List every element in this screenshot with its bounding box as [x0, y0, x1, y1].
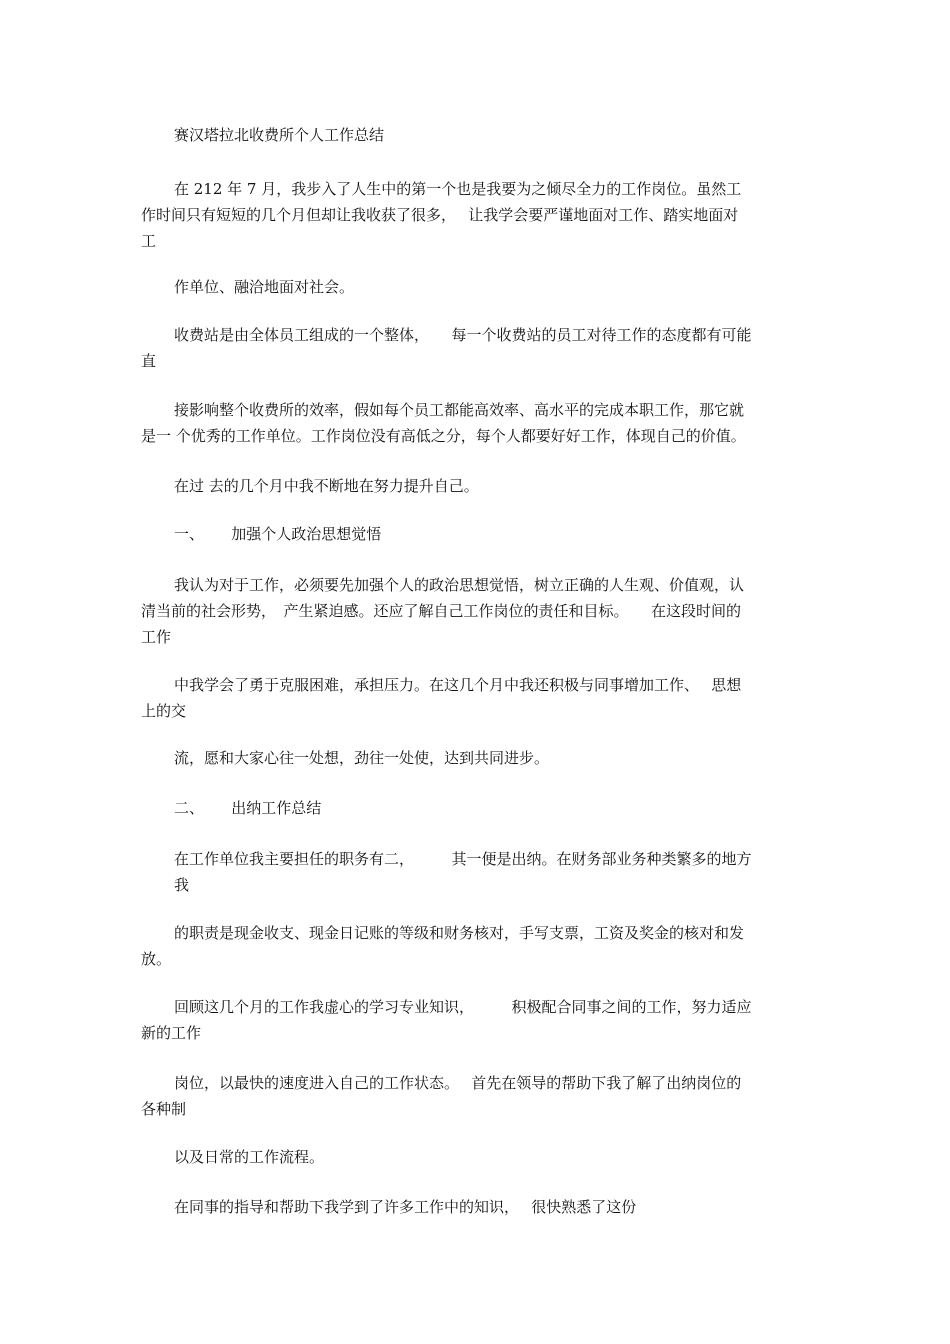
document-title: 赛汉塔拉北收费所个人工作总结 [174, 126, 385, 144]
paragraph-line: 流，愿和大家心往一处想，劲往一处使，达到共同进步。 [174, 749, 550, 767]
paragraph-line: 工 [141, 232, 157, 250]
paragraph-line: 作时间只有短短的几个月但却让我收获了很多， 让我学会要严谨地面对工作、踏实地面对 [141, 206, 739, 224]
paragraph-line: 是一 个优秀的工作单位。工作岗位没有高低之分，每个人都要好好工作，体现自己的价值。 [141, 427, 746, 445]
paragraph-line: 回顾这几个月的工作我虚心的学习专业知识， 积极配合同事之间的工作，努力适应 [174, 998, 752, 1016]
section-heading: 二、 出纳工作总结 [174, 799, 322, 817]
paragraph-line: 在工作单位我主要担任的职务有二， 其一便是出纳。在财务部业务种类繁多的地方 [174, 850, 752, 868]
paragraph-line: 接影响整个收费所的效率，假如每个员工都能高效率、高水平的完成本职工作，那它就 [174, 401, 745, 419]
paragraph-line: 中我学会了勇于克服困难，承担压力。在这几个月中我还积极与同事增加工作、 思想 [174, 676, 742, 694]
paragraph-line: 在过 去的几个月中我不断地在努力提升自己。 [174, 477, 479, 495]
paragraph-line: 岗位，以最快的速度进入自己的工作状态。 首先在领导的帮助下我了解了出纳岗位的 [174, 1074, 742, 1092]
paragraph-line: 收费站是由全体员工组成的一个整体， 每一个收费站的员工对待工作的态度都有可能 [174, 326, 752, 344]
section-heading: 一、 加强个人政治思想觉悟 [174, 525, 382, 543]
paragraph-line: 以及日常的工作流程。 [174, 1148, 325, 1166]
paragraph-line: 工作 [141, 628, 172, 646]
paragraph-line: 直 [141, 352, 157, 370]
paragraph-line: 的职责是现金收支、现金日记账的等级和财务核对，手写支票，工资及奖金的核对和发 [174, 924, 745, 942]
paragraph-line: 作单位、融洽地面对社会。 [174, 278, 355, 296]
paragraph-line: 我 [174, 876, 190, 894]
paragraph-line: 我认为对于工作，必须要先加强个人的政治思想觉悟，树立正确的人生观、价值观，认 [174, 576, 745, 594]
paragraph-line: 放。 [141, 950, 172, 968]
paragraph-line: 清当前的社会形势， 产生紧迫感。还应了解自己工作岗位的责任和目标。 在这段时间的 [141, 602, 742, 620]
paragraph-line: 新的工作 [141, 1024, 202, 1042]
paragraph-line: 在同事的指导和帮助下我学到了许多工作中的知识， 很快熟悉了这份 [174, 1198, 637, 1216]
paragraph-line: 上的交 [141, 702, 187, 720]
paragraph-line: 各种制 [141, 1100, 187, 1118]
paragraph-line: 在 212 年 7 月，我步入了人生中的第一个也是我要为之倾尽全力的工作岗位。虽然工 [174, 180, 742, 198]
